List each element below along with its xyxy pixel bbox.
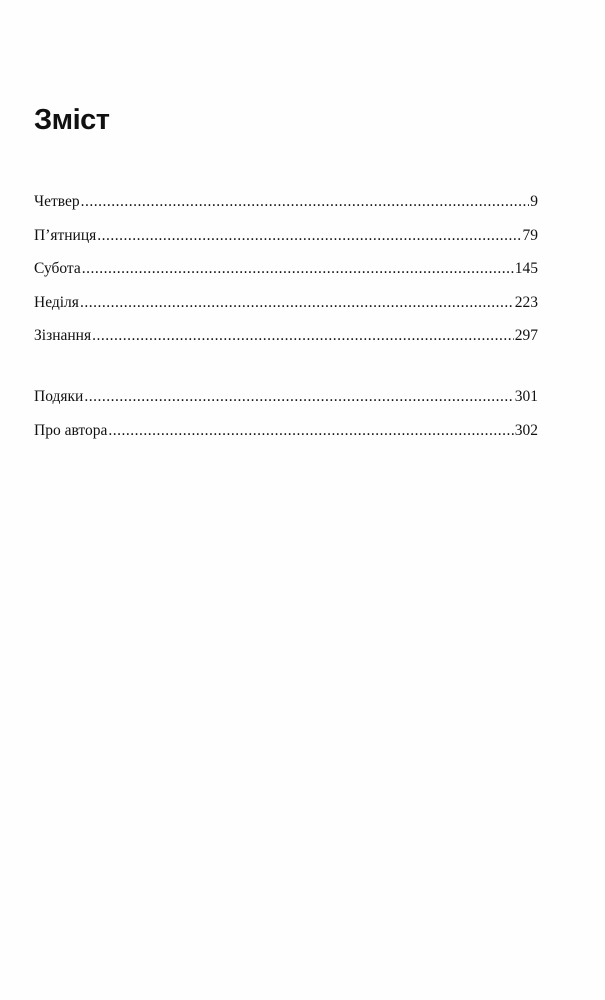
toc-entry-label: П’ятниця (34, 226, 97, 244)
toc-entry-label: Четвер (34, 193, 80, 210)
toc-entry-page: 9 (530, 193, 538, 210)
toc-main-list (34, 193, 538, 361)
toc-entry (34, 294, 538, 316)
toc-entry-page: 297 (514, 327, 538, 344)
toc-entry-label: Про автора (34, 421, 108, 439)
toc-entry-label: Субота (34, 260, 81, 277)
toc-entry (34, 227, 538, 249)
dot-leader (82, 260, 514, 278)
contents-title: Зміст (34, 104, 110, 136)
toc-entry (34, 388, 538, 410)
dot-leader (97, 227, 521, 245)
toc-entry (34, 193, 538, 215)
dot-leader (92, 327, 514, 345)
toc-entry-page: 79 (522, 226, 538, 244)
dot-leader (81, 193, 530, 211)
toc-entry (34, 260, 538, 282)
toc-entry-page: 145 (514, 260, 538, 277)
toc-entry-label: Подяки (34, 388, 84, 405)
toc-entry (34, 422, 538, 444)
dot-leader (108, 422, 513, 440)
toc-entry (34, 327, 538, 349)
toc-back-matter-list (34, 388, 538, 455)
toc-entry-label: Неділя (34, 293, 79, 311)
toc-entry-page: 302 (514, 421, 538, 439)
dot-leader (80, 294, 514, 312)
toc-entry-page: 301 (514, 388, 538, 405)
toc-entry-page: 223 (514, 293, 538, 311)
dot-leader (84, 388, 513, 406)
toc-entry-label: Зізнання (34, 327, 92, 344)
